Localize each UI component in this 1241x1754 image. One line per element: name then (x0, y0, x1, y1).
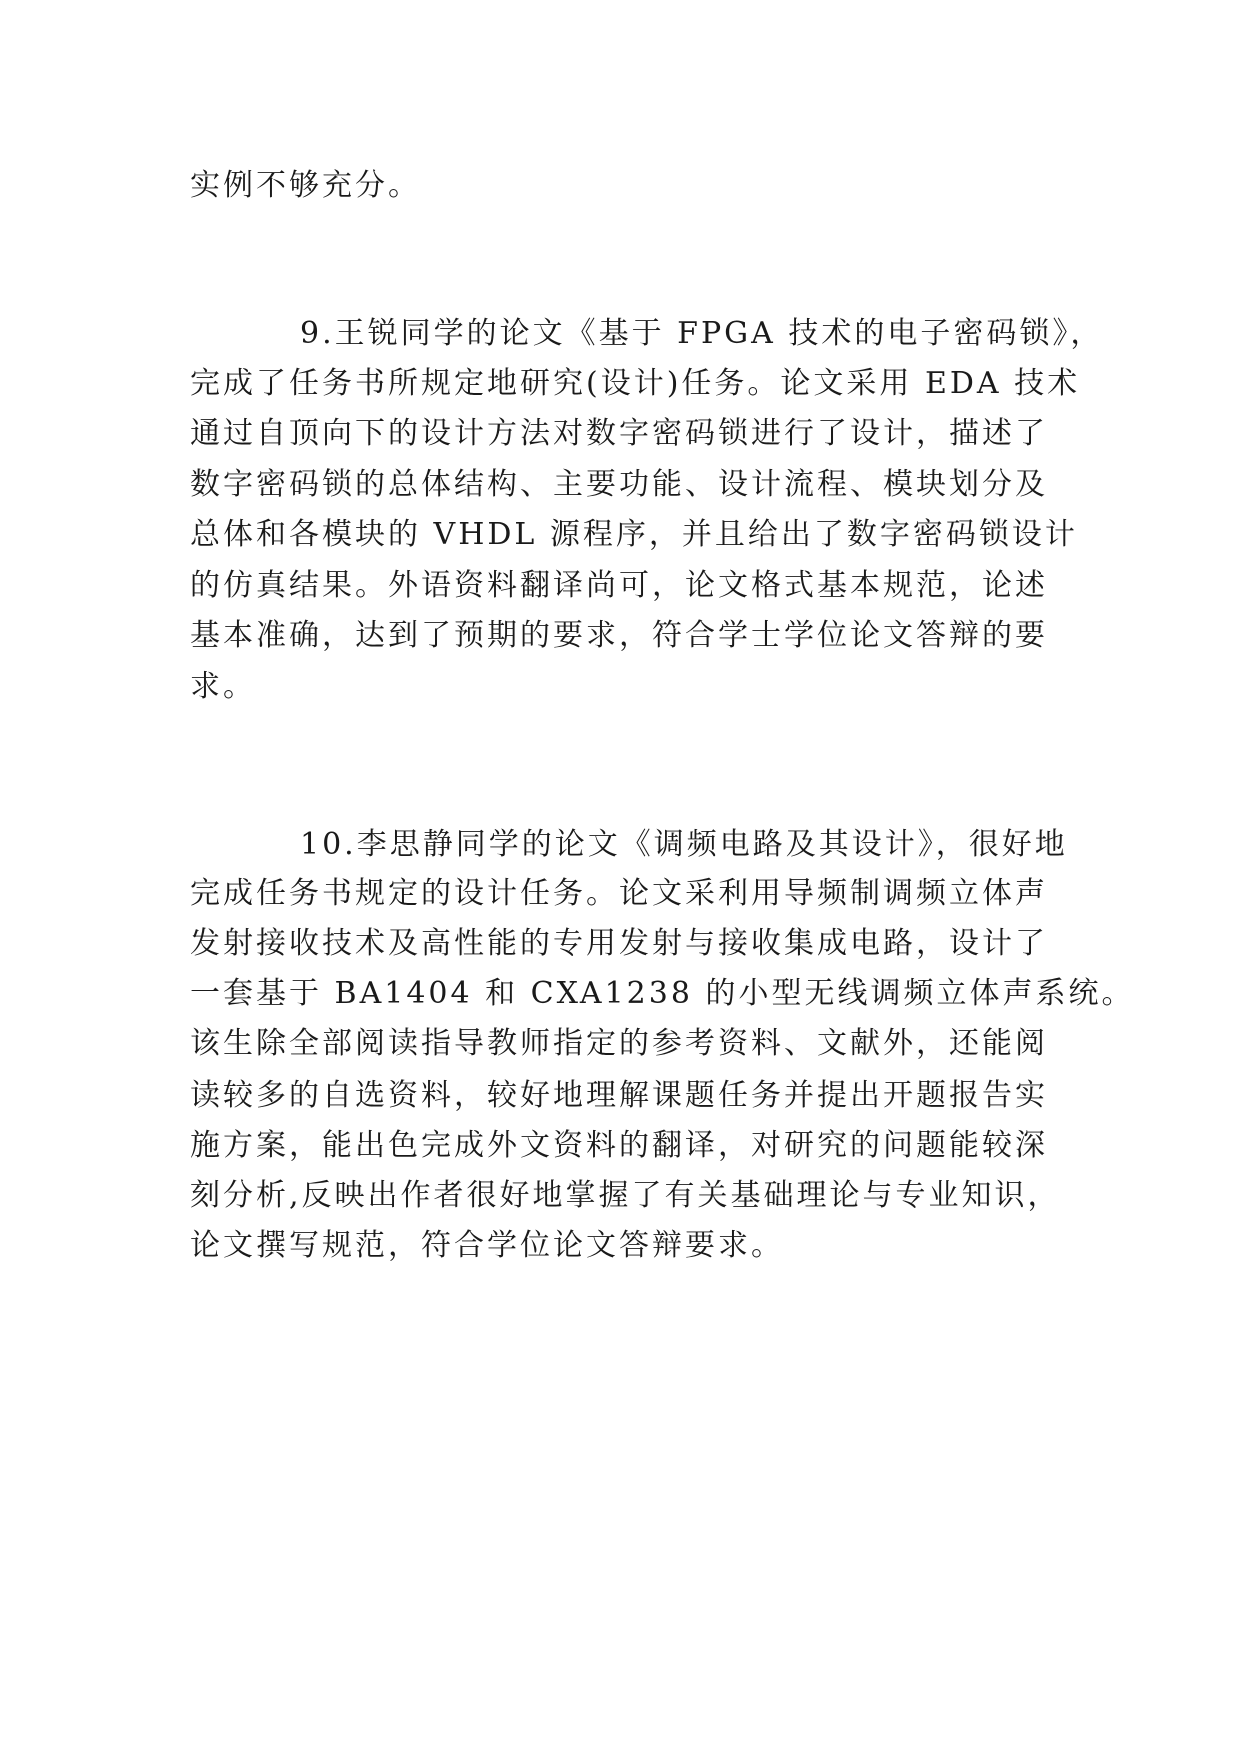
paragraph-10-line: 完成任务书规定的设计任务。论文采利用导频制调频立体声 (190, 876, 1048, 911)
paragraph-10-line: 发射接收技术及高性能的专用发射与接收集成电路，设计了 (190, 926, 1048, 961)
paragraph-9-line: 的仿真结果。外语资料翻译尚可，论文格式基本规范，论述 (190, 568, 1048, 603)
paragraph-10-line: 该生除全部阅读指导教师指定的参考资料、文献外，还能阅 (190, 1026, 1048, 1061)
paragraph-9-line: 通过自顶向下的设计方法对数字密码锁进行了设计，描述了 (190, 416, 1048, 451)
paragraph-9-line: 基本准确，达到了预期的要求，符合学士学位论文答辩的要 (190, 618, 1048, 653)
paragraph-9-line: 完成了任务书所规定地研究(设计)任务。论文采用 EDA 技术 (190, 366, 1081, 401)
paragraph-9-line: 总体和各模块的 VHDL 源程序，并且给出了数字密码锁设计 (190, 517, 1078, 552)
paragraph-10-line: 10.李思静同学的论文《调频电路及其设计》，很好地 (300, 827, 1068, 862)
paragraph-10-line: 刻分析,反映出作者很好地掌握了有关基础理论与专业知识， (190, 1178, 1061, 1213)
paragraph-8-tail-line: 实例不够充分。 (190, 168, 421, 203)
paragraph-10-line: 论文撰写规范，符合学位论文答辩要求。 (190, 1228, 784, 1263)
paragraph-9-line: 数字密码锁的总体结构、主要功能、设计流程、模块划分及 (190, 467, 1048, 502)
paragraph-10-line: 施方案，能出色完成外文资料的翻译，对研究的问题能较深 (190, 1128, 1048, 1163)
paragraph-9-line: 9.王锐同学的论文《基于 FPGA 技术的电子密码锁》， (300, 316, 1104, 351)
paragraph-10-line: 读较多的自选资料，较好地理解课题任务并提出开题报告实 (190, 1078, 1048, 1113)
paragraph-9-line: 求。 (190, 669, 256, 704)
paragraph-10-line: 一套基于 BA1404 和 CXA1238 的小型无线调频立体声系统。 (190, 976, 1135, 1011)
